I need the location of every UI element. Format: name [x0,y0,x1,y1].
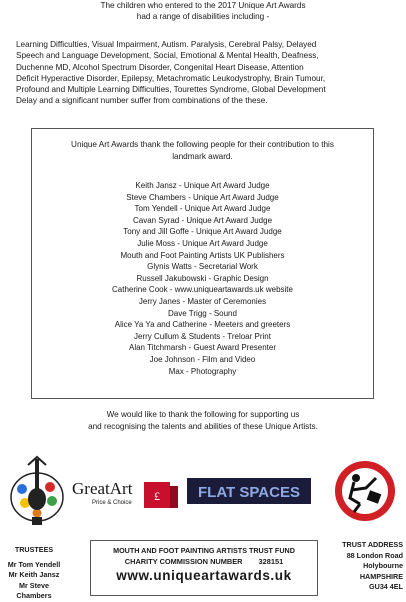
address-line: GU34 4EL [369,582,403,591]
credit-item: Cavan Syrad - Unique Art Award Judge [132,215,273,225]
trustee-name: Mr Steve Chambers [16,580,52,600]
trust-fund-box [90,540,318,596]
address-line: 88 London Road [346,550,403,560]
conditions-line: Deficit Hyperactive Disorder, Epilepsy, Metachromatic Leukodystrophy, Brain Tumour, [16,73,326,83]
credit-item: Tom Yendell - Unique Art Award Judge [134,204,271,214]
mouth-foot-logo [332,458,398,524]
thanks-box [31,128,374,399]
greatart-sub: Price & Choice [92,500,132,506]
credit-item: Max - Photography [168,366,237,376]
thanks-intro-line: Unique Art Awards thank the following people for their contribution to this [71,140,334,149]
credit-item: Catherine Cook - www.uniqueartawards.uk website [112,285,293,295]
thanks-intro-line: landmark award. [172,151,233,161]
intro-line: The children who entered to the 2017 Unique Art Awards [100,1,306,10]
palette-guitar-icon [6,455,68,527]
credit-item: Alan Titchmarsh - Guest Award Presenter [128,343,277,353]
charity-commission-number: 328151 [258,557,284,566]
credit-item: Jerry Janes - Master of Ceremonies [138,296,267,306]
credit-item: Alice Ya Ya and Catherine - Meeters and greeters [114,320,291,330]
conditions-line: Speech and Language Development, Social, Emotional & Mental Health, Deafness, [16,51,319,61]
credit-item: Julie Moss - Unique Art Award Judge [137,238,268,248]
flat-spaces-wordmark-icon [187,478,311,504]
svg-text:£: £ [154,489,160,503]
intro-text [0,0,406,22]
credit-item: Russell Jakubowski - Graphic Design [136,273,269,283]
conditions-line: Duchenne MD, Alcohol Spectrum Disorder, Congenital Heart Disease, Attention [16,62,304,72]
trustee-name: Mr Tom Yendell [7,559,61,569]
intro-line: had a range of disabilities including - [136,12,270,21]
trustees-block [2,545,66,602]
trustees-heading: TRUSTEES [14,545,54,554]
credit-item: Joe Johnson - Film and Video [149,354,256,364]
credits-list [32,180,373,377]
trust-fund-name: MOUTH AND FOOT PAINTING ARTISTS TRUST FUND [113,546,295,555]
conditions-paragraph [16,39,396,107]
address-heading: TRUST ADDRESS [342,540,403,549]
credit-item: Mouth and Foot Painting Artists UK Publishers [120,250,285,260]
charity-commission-label: CHARITY COMMISSION NUMBER [124,557,243,566]
mouth-foot-painter-icon [332,458,398,524]
credit-item: Glynis Watts - Secretarial Work [147,262,258,272]
credit-item: Jerry Cullum & Students - Treloar Print [134,331,271,341]
support-text [0,409,406,432]
credit-item: Dave Trigg - Sound [168,308,237,318]
greatart-logo [72,476,180,516]
greatart-word: GreatArt [72,479,133,498]
address-line: HAMPSHIRE [359,571,403,581]
trustee-name: Mr Keith Jansz [8,570,60,579]
thanks-intro [32,139,373,162]
greatart-wordmark-icon [72,476,180,516]
conditions-line: Learning Difficulties, Visual Impairment, Autism. Paralysis, Cerebral Palsy, Delayed [16,40,317,49]
credit-item: Keith Jansz - Unique Art Award Judge [135,181,270,190]
flat-spaces-logo [187,478,311,504]
charity-commission-line [91,556,317,567]
artist-palette-logo [6,455,68,527]
conditions-line: Delay and a significant number suffer from combinations of the these. [16,96,268,106]
website-link[interactable]: www.uniqueartawards.uk [116,568,292,583]
credit-item: Steve Chambers - Unique Art Award Judge [126,192,279,202]
trust-address-block [325,540,403,593]
address-line: Holybourne [363,561,403,570]
support-line: and recognising the talents and abilities of these Unique Artists. [88,421,318,431]
credit-item: Tony and Jill Goffe - Unique Art Award Judge [123,227,282,237]
conditions-line: Profound and Multiple Learning Difficulties, Tourettes Syndrome, Global Development [16,85,326,95]
flat-spaces-word: FLAT SPACES [198,484,300,501]
support-line: We would like to thank the following for supporting us [106,410,300,419]
